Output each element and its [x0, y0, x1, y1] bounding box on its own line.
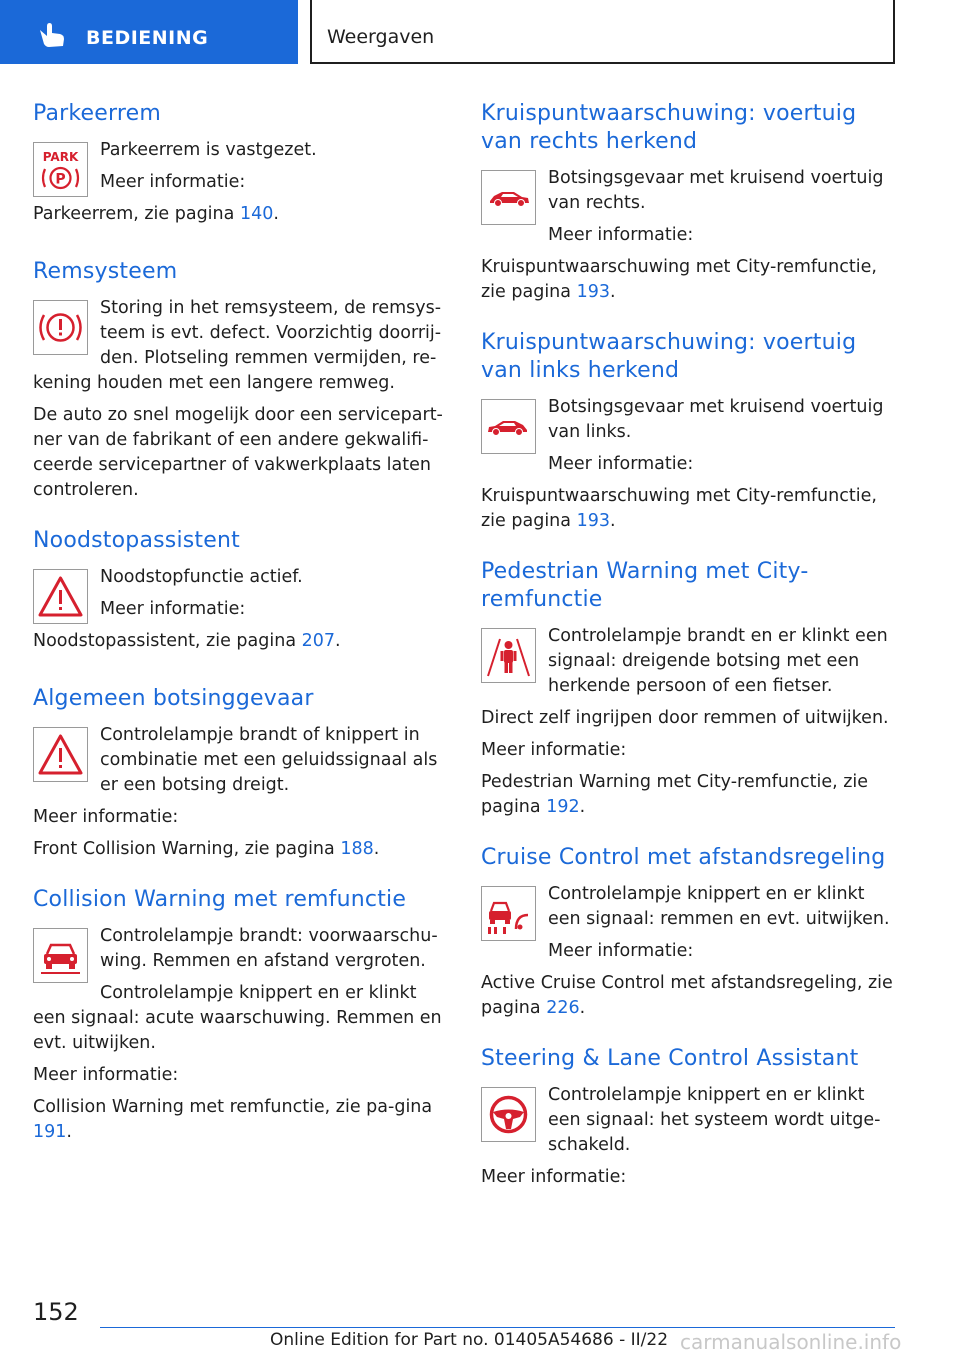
- paragraph: Meer informatie:: [548, 225, 694, 245]
- right-column: [481, 100, 901, 1214]
- paragraph: Meer informatie:: [481, 740, 627, 760]
- paragraph: Meer informatie:: [481, 1167, 627, 1187]
- page-link[interactable]: 192: [546, 797, 580, 817]
- header-tab: [0, 0, 298, 64]
- page-link[interactable]: 207: [301, 631, 336, 651]
- page-link[interactable]: 140: [239, 204, 274, 224]
- car-side-icon: [481, 399, 536, 454]
- paragraph: Storing in het remsysteem, de remsys-teem is evt. defect. Voorzichtig doorrij-den. Plotseling remmen vermijden, re-kening houden met een langere remweg.: [33, 298, 442, 393]
- paragraph: Collision Warning met remfunctie, zie pa-gina 191.: [33, 1097, 433, 1142]
- paragraph: Meer informatie:: [100, 599, 246, 619]
- watermark: carmanualsonline.info: [680, 1330, 902, 1354]
- section-title: Collision Warning met remfunctie: [33, 887, 407, 912]
- pedestrian-icon: [481, 628, 536, 683]
- section-parkeerrem: [33, 100, 453, 234]
- page-link[interactable]: 193: [576, 282, 610, 302]
- paragraph: Botsingsgevaar met kruisend voertuig van rechts.: [548, 168, 884, 213]
- park-icon-text: PARK: [42, 150, 79, 164]
- edition-label: Online Edition for Part no. 01405A54686 - II/22: [270, 1330, 669, 1350]
- paragraph: Meer informatie:: [33, 1065, 179, 1085]
- paragraph: Meer informatie:: [548, 941, 694, 961]
- section-title: Steering & Lane Control Assistant: [481, 1046, 859, 1071]
- brake-warning-icon: [33, 300, 88, 355]
- car-side-icon: [481, 170, 536, 225]
- breadcrumb-label: Weergaven: [327, 26, 435, 48]
- section-noodstopassistent: [33, 527, 453, 661]
- steering-wheel-icon: [481, 1087, 536, 1142]
- park-brake-icon: [33, 142, 88, 197]
- paragraph: Parkeerrem, zie pagina 140.: [33, 204, 279, 224]
- paragraph: Pedestrian Warning met City-remfunctie, zie pagina 192.: [481, 772, 869, 817]
- section-collision-warning: [33, 886, 453, 1145]
- page-link[interactable]: 191: [33, 1122, 67, 1142]
- paragraph: Noodstopassistent, zie pagina 207.: [33, 631, 341, 651]
- paragraph: Kruispuntwaarschuwing met City-remfunctie, zie pagina 193.: [481, 257, 877, 302]
- section-kruispunt-links: [481, 329, 901, 534]
- cruise-control-icon: [481, 886, 536, 941]
- svg-text:P: P: [55, 171, 66, 188]
- section-title: Parkeerrem: [33, 101, 162, 126]
- paragraph: Kruispuntwaarschuwing met City-remfunctie, zie pagina 193.: [481, 486, 877, 531]
- section-tab-label: BEDIENING: [86, 27, 209, 49]
- paragraph: Controlelampje brandt: voorwaarschu-wing. Remmen en afstand vergroten.: [100, 926, 438, 971]
- footer-divider: [100, 1327, 895, 1328]
- section-title: Kruispuntwaarschuwing: voertuig van links herkend: [481, 330, 857, 383]
- paragraph: Controlelampje knippert en er klinkt een signaal: remmen en evt. uitwijken.: [548, 884, 890, 929]
- section-title: Pedestrian Warning met City-remfunctie: [481, 559, 809, 612]
- section-cruise-control: [481, 844, 901, 1021]
- paragraph: De auto zo snel mogelijk door een servicepart-ner van de fabrikant of een andere gekwalifi-ceerde servicepartner of vakwerkplaats laten controleren.: [33, 405, 443, 500]
- paragraph: Meer informatie:: [548, 454, 694, 474]
- section-title: Noodstopassistent: [33, 528, 240, 553]
- paragraph: Controlelampje brandt en er klinkt een signaal: dreigende botsing met een herkende persoon of een fietser.: [548, 626, 888, 696]
- paragraph: Botsingsgevaar met kruisend voertuig van links.: [548, 397, 884, 442]
- paragraph: Front Collision Warning, zie pagina 188.: [33, 839, 380, 859]
- breadcrumb: [310, 0, 895, 64]
- left-column: [33, 100, 453, 1169]
- warning-triangle-icon: [33, 727, 88, 782]
- section-algemeen-botsinggevaar: [33, 685, 453, 862]
- section-title: Algemeen botsinggevaar: [33, 686, 314, 711]
- paragraph: Controlelampje knippert en er klinkt een signaal: het systeem wordt uitge-schakeld.: [548, 1085, 881, 1155]
- section-title: Kruispuntwaarschuwing: voertuig van rechts herkend: [481, 101, 857, 154]
- section-remsysteem: [33, 258, 453, 503]
- car-front-icon: [33, 928, 88, 983]
- warning-triangle-icon: [33, 569, 88, 624]
- page-number: 152: [33, 1298, 79, 1326]
- paragraph: Parkeerrem is vastgezet.: [100, 140, 317, 160]
- page-link[interactable]: 193: [576, 511, 610, 531]
- paragraph: Meer informatie:: [33, 807, 179, 827]
- section-title: Remsysteem: [33, 259, 178, 284]
- section-steering-lane-control: [481, 1045, 901, 1190]
- paragraph: Controlelampje knippert en er klinkt een signaal: acute waarschuwing. Remmen en evt. uitwijken.: [33, 983, 442, 1053]
- paragraph: Noodstopfunctie actief.: [100, 567, 303, 587]
- section-kruispunt-rechts: [481, 100, 901, 305]
- section-title: Cruise Control met afstandsregeling: [481, 845, 886, 870]
- paragraph: Active Cruise Control met afstandsregeling, zie pagina 226.: [481, 973, 893, 1018]
- hand-pointer-icon: [38, 22, 66, 48]
- page-link[interactable]: 226: [546, 998, 580, 1018]
- paragraph: Meer informatie:: [100, 172, 246, 192]
- paragraph: Direct zelf ingrijpen door remmen of uitwijken.: [481, 708, 889, 728]
- page-link[interactable]: 188: [340, 839, 374, 859]
- section-pedestrian-warning: [481, 558, 901, 820]
- paragraph: Controlelampje brandt of knippert in combinatie met een geluidssignaal als er een botsing dreigt.: [100, 725, 438, 795]
